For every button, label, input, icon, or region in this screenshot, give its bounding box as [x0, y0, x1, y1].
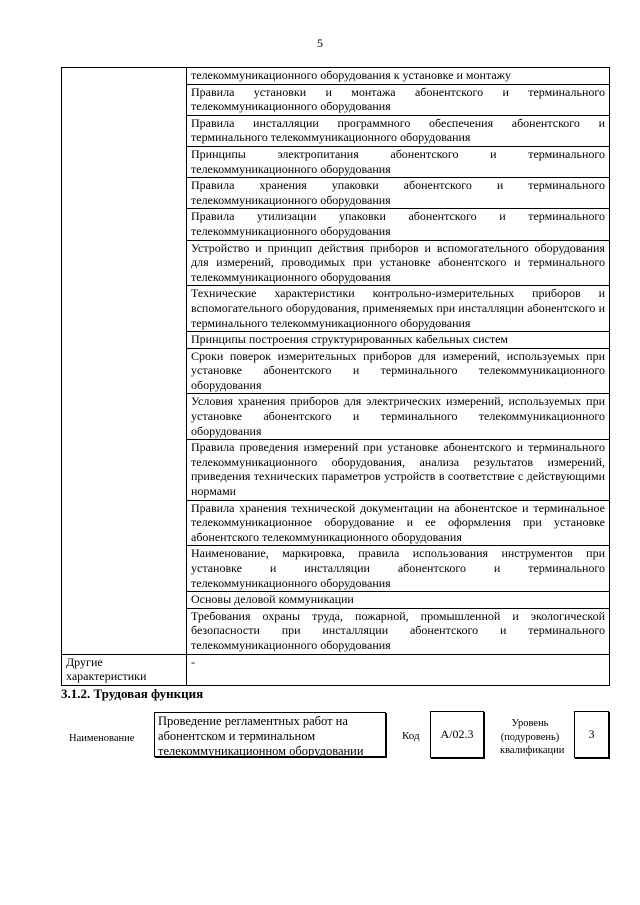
knowledge-item: Правила хранения технической документации на абонентское и терминальное телекоммуникационное оборудование и ее оформления при установке абонентского телекоммуникационного оборудования [187, 500, 610, 546]
knowledge-item: Правила установки и монтажа абонентского и терминального телекоммуникационного оборудования [187, 84, 610, 115]
section-title: 3.1.2. Трудовая функция [61, 686, 204, 701]
function-code-box: A/02.3 [430, 711, 484, 758]
knowledge-item: Основы деловой коммуникации [187, 592, 610, 609]
qualification-level-box: 3 [574, 711, 609, 758]
knowledge-item: Требования охраны труда, пожарной, промышленной и экологической безопасности при инсталляции абонентского и терминального телекоммуникационного оборудования [187, 608, 610, 654]
level-label: Уровень (подуровень) квалификации [500, 718, 565, 756]
table-row [62, 68, 610, 85]
row-label-cell [62, 68, 187, 655]
other-characteristics-label: Другие характеристики [62, 654, 187, 685]
knowledge-item: телекоммуникационного оборудования к установке и монтажу [187, 68, 610, 85]
knowledge-item: Наименование, маркировка, правила использования инструментов при установке и инсталляции абонентского и терминального телекоммуникационного оборудования [187, 546, 610, 592]
knowledge-item: Принципы электропитания абонентского и терминального телекоммуникационного оборудования [187, 146, 610, 177]
knowledge-item: Правила утилизации упаковки абонентского и терминального телекоммуникационного оборудования [187, 209, 610, 240]
knowledge-item: Принципы построения структурированных кабельных систем [187, 332, 610, 349]
knowledge-item: Правила хранения упаковки абонентского и терминального телекоммуникационного оборудования [187, 178, 610, 209]
knowledge-item: Правила инсталляции программного обеспечения абонентского и терминального телекоммуникационного оборудования [187, 115, 610, 146]
table-row-other [62, 654, 610, 685]
knowledge-item: Правила проведения измерений при установке абонентского и терминального телекоммуникационного оборудования, анализа результатов измерений, приведения технических параметров устройств в соответствие с действующими нормами [187, 440, 610, 500]
other-characteristics-value: - [187, 654, 610, 685]
name-label: Наименование [69, 733, 135, 744]
function-name-box: Проведение регламентных работ на абонентском и терминальном телекоммуникационном оборудовании [154, 712, 386, 757]
code-label: Код [402, 730, 420, 742]
knowledge-table [61, 67, 610, 686]
knowledge-item: Сроки поверок измерительных приборов для измерений, используемых при установке абонентского и терминального телекоммуникационного оборудования [187, 348, 610, 394]
page-number: 5 [317, 36, 323, 50]
knowledge-item: Устройство и принцип действия приборов и вспомогательного оборудования для измерений, проводимых при установке абонентского и терминального телекоммуникационного оборудования [187, 240, 610, 286]
knowledge-item: Технические характеристики контрольно-измерительных приборов и вспомогательного оборудования, применяемых при инсталляции абонентского и терминального телекоммуникационного оборудования [187, 286, 610, 332]
knowledge-item: Условия хранения приборов для электрических измерений, используемых при установке абонентского и терминального телекоммуникационного оборудования [187, 394, 610, 440]
